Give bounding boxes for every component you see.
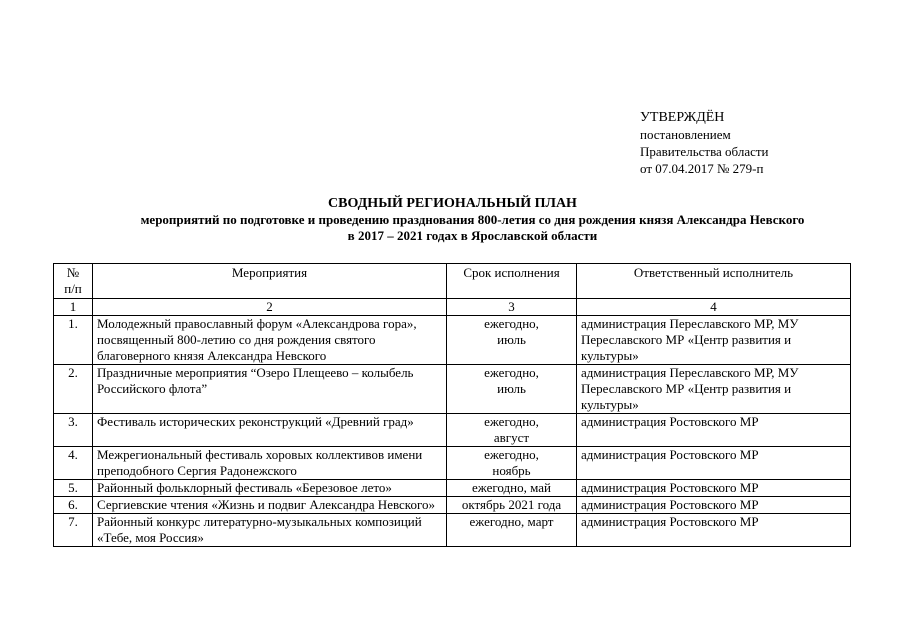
event-cell: Сергиевские чтения «Жизнь и подвиг Александра Невского» — [93, 497, 447, 514]
term-cell — [447, 414, 577, 447]
table-row — [54, 497, 851, 514]
term-cell — [447, 365, 577, 414]
events-table — [53, 263, 851, 547]
document-title — [0, 195, 905, 244]
plan-title: СВОДНЫЙ РЕГИОНАЛЬНЫЙ ПЛАН — [328, 196, 577, 211]
approval-stamp — [640, 109, 769, 177]
term-line: ежегодно, май — [472, 480, 551, 495]
responsible-cell: администрация Ростовского МР — [577, 447, 851, 480]
term-cell — [447, 316, 577, 365]
responsible-cell: администрация Переславского МР, МУ Переславского МР «Центр развития и культуры» — [577, 365, 851, 414]
header-responsible: Ответственный исполнитель — [577, 264, 851, 299]
approval-line: постановлением — [640, 127, 731, 142]
column-number: 2 — [93, 299, 447, 316]
header-number-line: № — [66, 265, 80, 280]
table-row — [54, 480, 851, 497]
event-cell: Праздничные мероприятия “Озеро Плещеево – колыбель Российского флота” — [93, 365, 447, 414]
row-number: 1. — [54, 316, 93, 365]
responsible-cell: администрация Ростовского МР — [577, 497, 851, 514]
term-line: ежегодно, — [484, 365, 539, 380]
term-cell — [447, 497, 577, 514]
table-header-row — [54, 264, 851, 299]
term-line: ежегодно, март — [469, 514, 554, 529]
table-row — [54, 514, 851, 547]
row-number: 2. — [54, 365, 93, 414]
term-cell — [447, 514, 577, 547]
row-number: 5. — [54, 480, 93, 497]
term-line: июль — [497, 332, 526, 347]
header-number-line: п/п — [64, 281, 82, 296]
table-row — [54, 414, 851, 447]
header-term: Срок исполнения — [447, 264, 577, 299]
responsible-cell: администрация Ростовского МР — [577, 514, 851, 547]
event-cell: Фестиваль исторических реконструкций «Древний град» — [93, 414, 447, 447]
column-number: 3 — [447, 299, 577, 316]
term-line: ежегодно, — [484, 316, 539, 331]
header-event: Мероприятия — [93, 264, 447, 299]
column-number: 1 — [54, 299, 93, 316]
header-number — [54, 264, 93, 299]
term-line: июль — [497, 381, 526, 396]
event-cell: Районный фольклорный фестиваль «Березовое лето» — [93, 480, 447, 497]
plan-subtitle-line: в 2017 – 2021 годах в Ярославской области — [347, 228, 598, 243]
column-number-row — [54, 299, 851, 316]
term-line: ежегодно, — [484, 414, 539, 429]
table-row — [54, 447, 851, 480]
approval-heading: УТВЕРЖДЁН — [640, 110, 725, 125]
column-number: 4 — [577, 299, 851, 316]
table-row — [54, 316, 851, 365]
row-number: 7. — [54, 514, 93, 547]
event-cell: Районный конкурс литературно-музыкальных композиций «Тебе, моя Россия» — [93, 514, 447, 547]
term-line: август — [493, 430, 530, 445]
approval-line: Правительства области — [640, 144, 769, 159]
event-cell: Молодежный православный форум «Александрова гора», посвященный 800-летию со дня рождения святого благоверного князя Александра Невского — [93, 316, 447, 365]
term-cell — [447, 480, 577, 497]
term-line: октябрь 2021 года — [461, 497, 562, 512]
row-number: 4. — [54, 447, 93, 480]
row-number: 6. — [54, 497, 93, 514]
table-row — [54, 365, 851, 414]
approval-decree-line: от 07.04.2017 № 279-п — [640, 161, 764, 176]
responsible-cell: администрация Переславского МР, МУ Переславского МР «Центр развития и культуры» — [577, 316, 851, 365]
responsible-cell: администрация Ростовского МР — [577, 414, 851, 447]
term-line: ежегодно, — [484, 447, 539, 462]
plan-subtitle-line: мероприятий по подготовке и проведению празднования 800-летия со дня рождения князя Александра Невского — [140, 212, 805, 227]
term-line: ноябрь — [492, 463, 531, 478]
row-number: 3. — [54, 414, 93, 447]
responsible-cell: администрация Ростовского МР — [577, 480, 851, 497]
event-cell: Межрегиональный фестиваль хоровых коллективов имени преподобного Сергия Радонежского — [93, 447, 447, 480]
term-cell — [447, 447, 577, 480]
